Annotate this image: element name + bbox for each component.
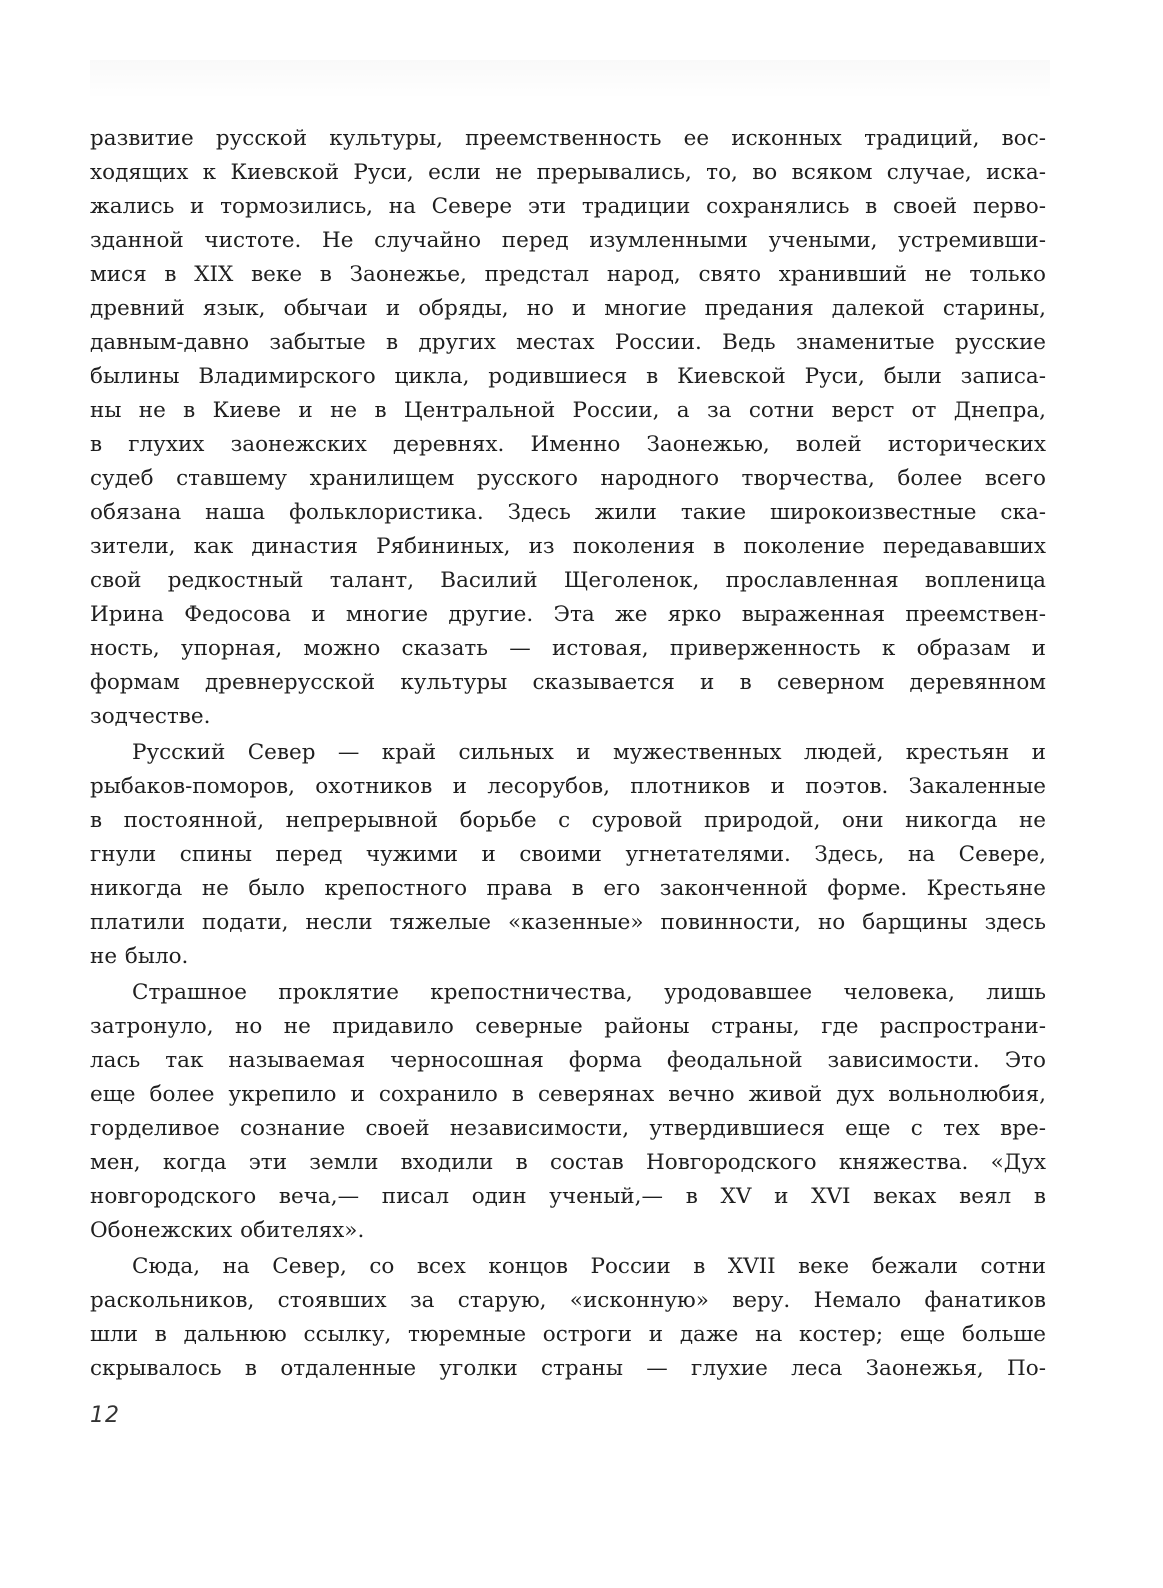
text-line: зданной чистоте. Не случайно перед изумленными учеными, устремивши- (90, 228, 1046, 253)
text-line: в глухих заонежских деревнях. Именно Заонежью, волей исторических (90, 432, 1046, 457)
text-line: раскольников, стоявших за старую, «исконную» веру. Немало фанатиков (90, 1288, 1046, 1313)
text-line: никогда не было крепостного права в его законченной форме. Крестьяне (90, 876, 1046, 901)
text-line: давным-давно забытые в других местах России. Ведь знаменитые русские (90, 330, 1046, 355)
text-line: Страшное проклятие крепостничества, уродовавшее человека, лишь (132, 980, 1046, 1005)
text-line: лась так называемая черносошная форма феодальной зависимости. Это (90, 1048, 1046, 1073)
text-line: новгородского веча,— писал один ученый,— в XV и XVI веках веял в (90, 1184, 1046, 1209)
text-line: Обонежских обителях». (90, 1218, 365, 1243)
paragraph-3 (90, 976, 1046, 1248)
text-line: мен, когда эти земли входили в состав Новгородского княжества. «Дух (90, 1150, 1046, 1175)
text-line: ны не в Киеве и не в Центральной России, а за сотни верст от Днепра, (90, 398, 1046, 423)
text-line: Ирина Федосова и многие другие. Эта же ярко выраженная преемствен- (90, 602, 1046, 627)
text-line: горделивое сознание своей независимости, утвердившиеся еще с тех вре- (90, 1116, 1046, 1141)
text-line: ность, упорная, можно сказать — истовая, приверженность к образам и (90, 636, 1046, 661)
text-line: зодчестве. (90, 704, 211, 729)
text-line: свой редкостный талант, Василий Щеголенок, прославленная вопленица (90, 568, 1046, 593)
text-line: рыбаков-поморов, охотников и лесорубов, плотников и поэтов. Закаленные (90, 774, 1046, 799)
text-line: затронуло, но не придавило северные районы страны, где распространи- (90, 1014, 1046, 1039)
paragraph-4 (90, 1250, 1046, 1386)
text-line: формам древнерусской культуры сказывается и в северном деревянном (90, 670, 1046, 695)
paragraph-1 (90, 122, 1046, 734)
text-line: развитие русской культуры, преемственность ее исконных традиций, вос- (90, 126, 1046, 151)
text-line: Русский Север — край сильных и мужественных людей, крестьян и (132, 740, 1046, 765)
text-line: жались и тормозились, на Севере эти традиции сохранялись в своей перво- (90, 194, 1046, 219)
text-line: обязана наша фольклористика. Здесь жили такие широкоизвестные ска- (90, 500, 1046, 525)
scan-shadow (90, 60, 1050, 100)
text-line: не было. (90, 944, 189, 969)
text-line: судеб ставшему хранилищем русского народного творчества, более всего (90, 466, 1046, 491)
body-text (90, 122, 1046, 1386)
page-number: 12 (90, 1403, 120, 1428)
text-line: платили подати, несли тяжелые «казенные» повинности, но барщины здесь (90, 910, 1046, 935)
text-line: мися в XIX веке в Заонежье, предстал народ, свято хранивший не только (90, 262, 1046, 287)
text-line: в постоянной, непрерывной борьбе с суровой природой, они никогда не (90, 808, 1046, 833)
text-line: еще более укрепило и сохранило в северянах вечно живой дух вольнолюбия, (90, 1082, 1046, 1107)
text-line: древний язык, обычаи и обряды, но и многие предания далекой старины, (90, 296, 1046, 321)
text-line: Сюда, на Север, со всех концов России в XVII веке бежали сотни (132, 1254, 1046, 1279)
paragraph-2 (90, 736, 1046, 974)
text-line: ходящих к Киевской Руси, если не прерывались, то, во всяком случае, иска- (90, 160, 1046, 185)
text-line: былины Владимирского цикла, родившиеся в Киевской Руси, были записа- (90, 364, 1046, 389)
text-line: зители, как династия Рябининых, из поколения в поколение передававших (90, 534, 1046, 559)
text-line: шли в дальнюю ссылку, тюремные остроги и даже на костер; еще больше (90, 1322, 1046, 1347)
text-line: скрывалось в отдаленные уголки страны — глухие леса Заонежья, По- (90, 1356, 1046, 1381)
text-line: гнули спины перед чужими и своими угнетателями. Здесь, на Севере, (90, 842, 1046, 867)
